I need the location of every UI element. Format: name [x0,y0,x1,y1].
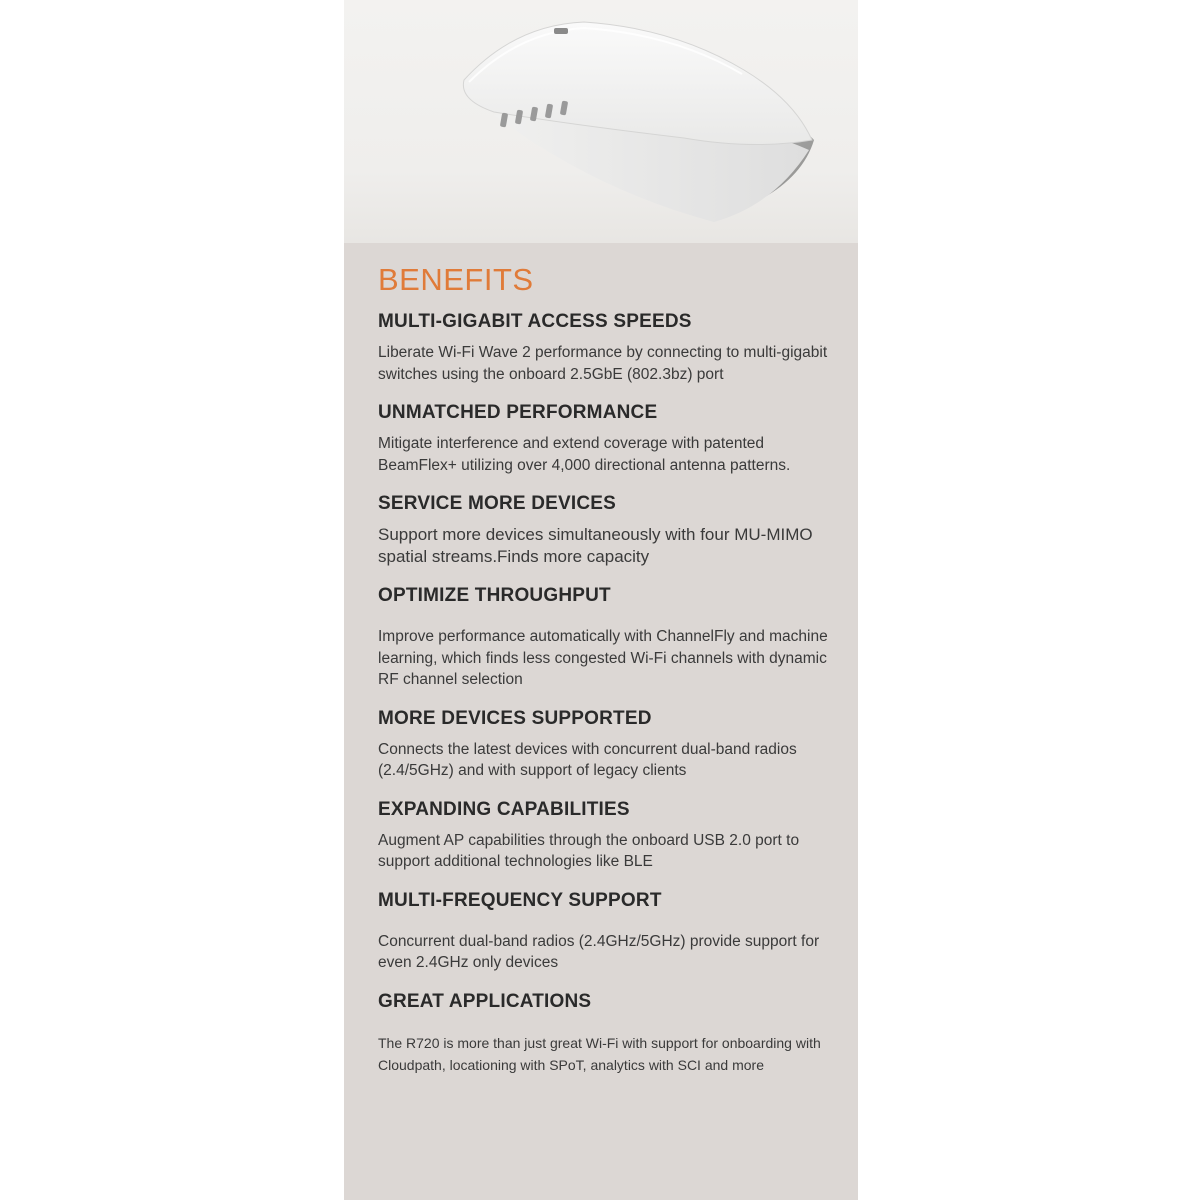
benefit-heading: UNMATCHED PERFORMANCE [378,402,658,423]
benefit-heading: OPTIMIZE THROUGHPUT [378,585,611,606]
benefit-section-great-applications [378,990,838,1076]
benefit-description: Augment AP capabilities through the onboard USB 2.0 port to support additional technologies like BLE [378,831,800,870]
benefit-section-more-devices-supported [378,707,838,782]
benefit-description: The R720 is more than just great Wi-Fi with support for onboarding with Cloudpath, locationing with SPoT, analytics with SCI and more [378,1034,821,1073]
benefit-heading: GREAT APPLICATIONS [378,990,592,1012]
benefit-description: Liberate Wi-Fi Wave 2 performance by connecting to multi-gigabit switches using the onboard 2.5GbE (802.3bz) port [378,344,828,383]
benefit-heading: MULTI-FREQUENCY SUPPORT [378,889,662,911]
benefits-content [378,262,838,1092]
benefit-section-multi-gigabit [378,310,838,385]
benefit-heading: EXPANDING CAPABILITIES [378,798,630,820]
benefit-description: Connects the latest devices with concurrent dual-band radios (2.4/5GHz) and with support of legacy clients [378,740,797,779]
benefit-section-multi-frequency-support [378,889,838,974]
benefit-heading: SERVICE MORE DEVICES [378,493,617,514]
benefit-section-expanding-capabilities [378,798,838,873]
benefits-panel [344,0,858,1200]
benefit-heading: MORE DEVICES SUPPORTED [378,707,652,729]
benefits-title: BENEFITS [378,262,534,297]
access-point-device-icon [344,0,858,243]
benefit-heading: MULTI-GIGABIT ACCESS SPEEDS [378,311,692,332]
benefit-description: Improve performance automatically with ChannelFly and machine learning, which finds less congested Wi-Fi channels with dynamic RF channel selection [378,628,828,688]
benefit-description: Support more devices simultaneously with four MU-MIMO spatial streams.Finds more capacity [378,525,813,566]
benefit-section-optimize-throughput [378,584,838,691]
benefit-section-unmatched-performance [378,401,838,476]
benefit-description: Concurrent dual-band radios (2.4GHz/5GHz) provide support for even 2.4GHz only devices [378,932,820,971]
product-photo [344,0,858,243]
benefit-section-service-more-devices [378,492,838,568]
benefit-description: Mitigate interference and extend coverage with patented BeamFlex+ utilizing over 4,000 directional antenna patterns. [378,435,791,474]
